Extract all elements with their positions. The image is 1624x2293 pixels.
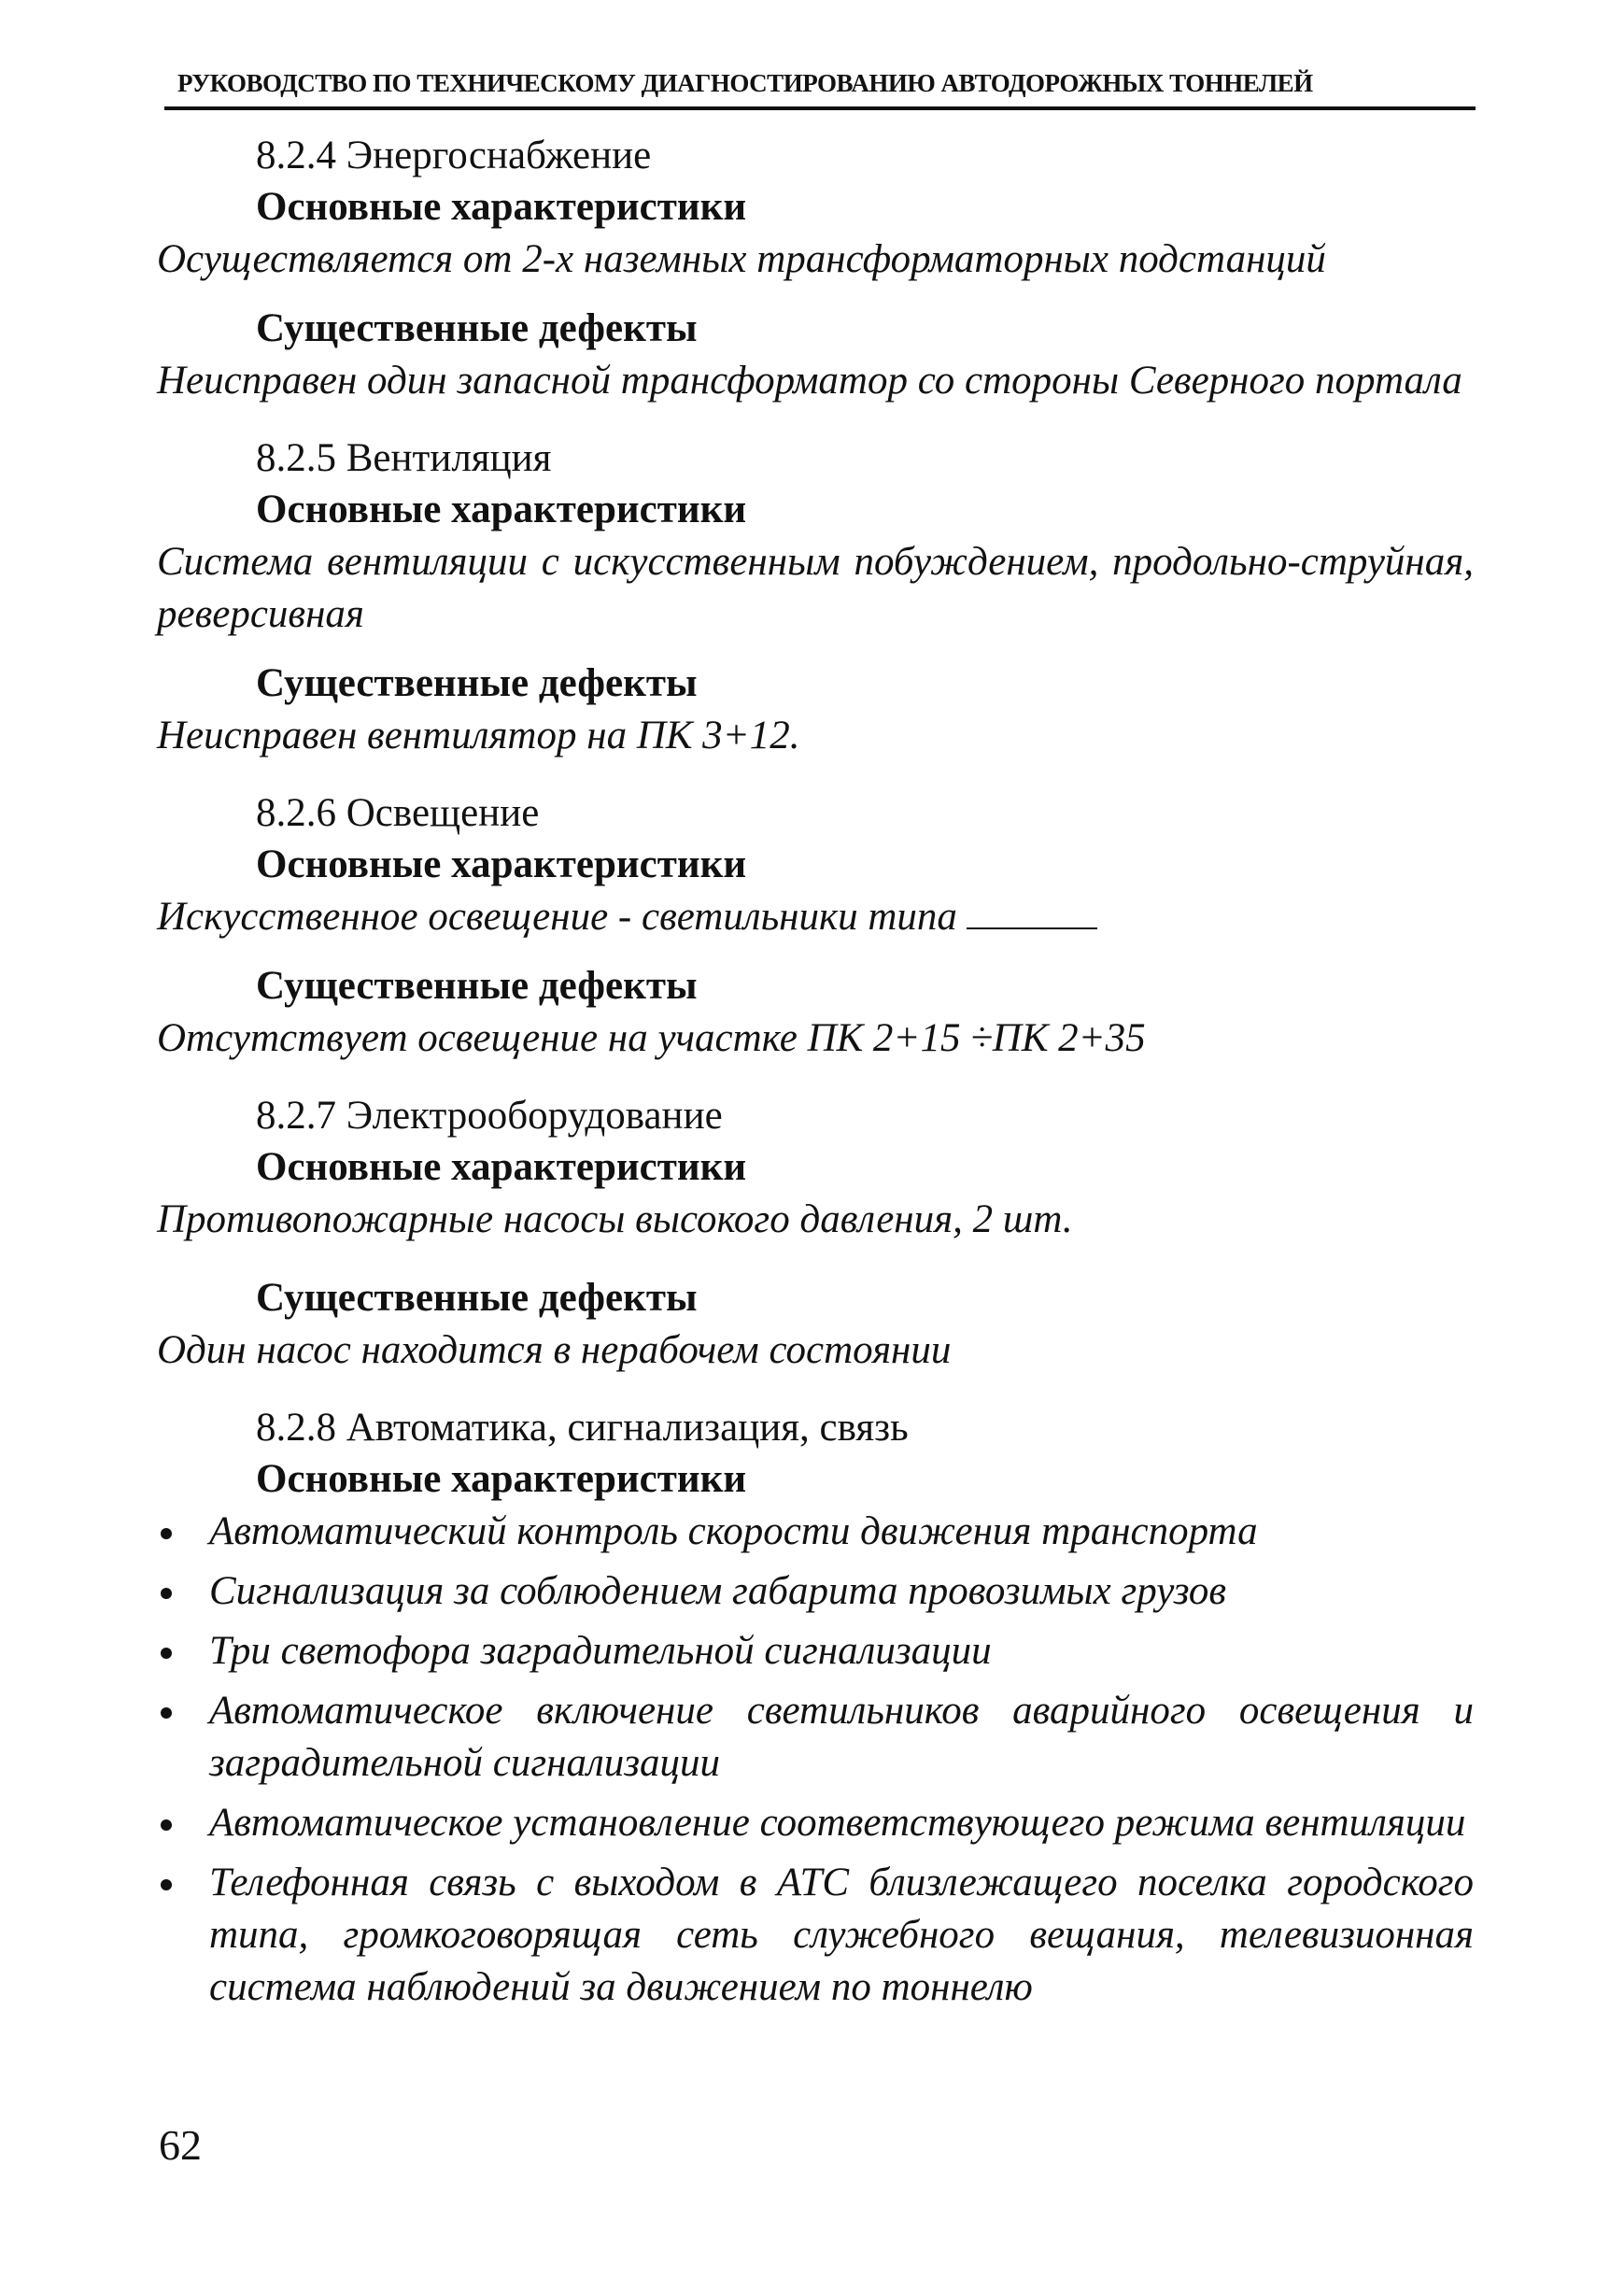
characteristics-text: Осуществляется от 2-х наземных трансформаторных подстанций xyxy=(157,237,1326,281)
section-title: 8.2.8 Автоматика, сигнализация, связь xyxy=(256,1406,909,1450)
section-title: 8.2.4 Энергоснабжение xyxy=(256,134,652,177)
section-title: 8.2.5 Вентиляция xyxy=(256,436,552,480)
list-item-text: Телефонная связь с выходом в АТС близлежащего поселка городского типа, громкоговорящая сеть служебного вещания, телевизионная система наблюдений за движением по тоннелю xyxy=(209,1861,1474,2009)
page-number: 62 xyxy=(159,2121,202,2169)
list-item-text: Автоматическое включение светильников аварийного освещения и заградительной сигнализации xyxy=(209,1689,1474,1785)
list-item xyxy=(157,1857,1474,2014)
list-item xyxy=(157,1797,1474,1849)
bullet-icon xyxy=(161,1879,172,1890)
list-item xyxy=(157,1685,1474,1790)
section-8-2-4 xyxy=(157,131,1474,407)
fill-in-blank xyxy=(967,927,1097,929)
section-8-2-6 xyxy=(157,788,1474,1065)
bullet-icon xyxy=(161,1528,172,1539)
characteristics-text: Система вентиляции с искусственным побуждением, продольно-струйная, реверсивная xyxy=(157,540,1474,636)
defects-text: Отсутствует освещение на участке ПК 2+15 ÷ПК 2+35 xyxy=(157,1016,1146,1060)
section-8-2-5 xyxy=(157,433,1474,762)
characteristics-heading: Основные характеристики xyxy=(256,1457,747,1501)
page-content xyxy=(157,131,1474,2021)
running-header: РУКОВОДСТВО ПО ТЕХНИЧЕСКОМУ ДИАГНОСТИРОВАНИЮ АВТОДОРОЖНЫХ ТОННЕЛЕЙ xyxy=(177,69,1313,97)
section-8-2-7 xyxy=(157,1091,1474,1377)
defects-heading: Существенные дефекты xyxy=(256,306,698,350)
section-title: 8.2.7 Электрооборудование xyxy=(256,1094,723,1138)
bullet-icon xyxy=(161,1707,172,1719)
characteristics-heading: Основные характеристики xyxy=(256,185,747,229)
list-item-text: Автоматическое установление соответствующего режима вентиляции xyxy=(209,1801,1466,1845)
header-rule xyxy=(164,106,1476,110)
defects-text: Один насос находится в нерабочем состоянии xyxy=(157,1328,952,1372)
characteristics-text: Противопожарные насосы высокого давления, 2 шт. xyxy=(157,1197,1073,1241)
characteristics-list xyxy=(157,1506,1474,2014)
list-item xyxy=(157,1625,1474,1677)
list-item-text: Три светофора заградительной сигнализации xyxy=(209,1629,992,1673)
characteristics-line xyxy=(157,891,1474,943)
section-8-2-8 xyxy=(157,1403,1474,2014)
bullet-icon xyxy=(161,1819,172,1831)
defects-heading: Существенные дефекты xyxy=(256,964,698,1008)
defects-heading: Существенные дефекты xyxy=(256,661,698,705)
list-item-text: Автоматический контроль скорости движения транспорта xyxy=(209,1509,1258,1553)
defects-heading: Существенные дефекты xyxy=(256,1276,698,1320)
characteristics-heading: Основные характеристики xyxy=(256,842,747,886)
bullet-icon xyxy=(161,1648,172,1659)
list-item xyxy=(157,1565,1474,1618)
bullet-icon xyxy=(161,1588,172,1599)
characteristics-heading: Основные характеристики xyxy=(256,488,747,531)
section-title: 8.2.6 Освещение xyxy=(256,791,540,835)
characteristics-text: Искусственное освещение - светильники типа xyxy=(157,895,957,939)
list-item-text: Сигнализация за соблюдением габарита провозимых грузов xyxy=(209,1569,1227,1613)
list-item xyxy=(157,1506,1474,1558)
defects-text: Неисправен один запасной трансформатор со стороны Северного портала xyxy=(157,359,1462,403)
defects-text: Неисправен вентилятор на ПК 3+12. xyxy=(157,714,800,757)
characteristics-heading: Основные характеристики xyxy=(256,1145,747,1189)
